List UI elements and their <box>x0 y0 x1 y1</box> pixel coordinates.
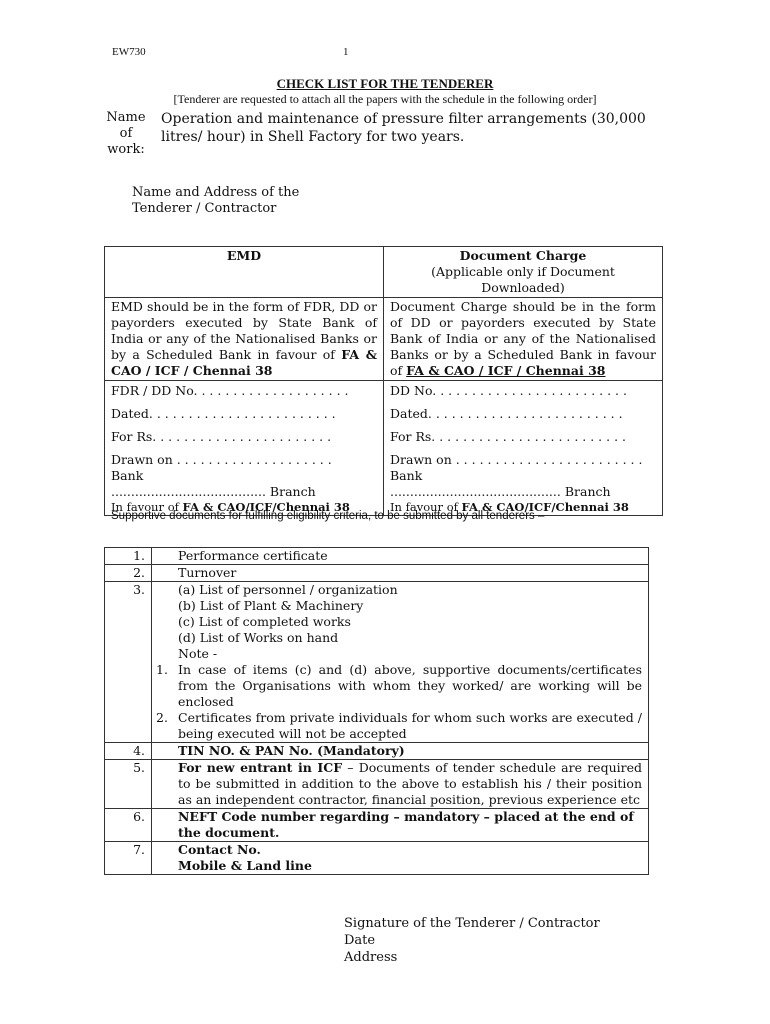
doc-drawn-on-field: Drawn on . . . . . . . . . . . . . . . . . . . . . . . . <box>390 452 643 467</box>
row-text-bold: For new entrant in ICF <box>178 760 343 775</box>
row-number: 1. <box>105 548 152 565</box>
document-charge-header-note: (Applicable only if Document Downloaded) <box>431 264 615 295</box>
row-number: 6. <box>105 809 152 842</box>
emd-payee: FA & CAO / ICF / Chennai 38 <box>111 347 378 378</box>
supportive-note: Supportive documents for fulfilling eligibility criteria, to be submitted by all tenderers – <box>111 510 545 522</box>
tenderer-label <box>132 185 299 217</box>
note-text: In case of items (c) and (d) above, supportive documents/certificates from the Organisations with whom they worked/ are working will be enclosed <box>178 662 642 709</box>
row-number: 3. <box>105 582 152 743</box>
doc-dated-field: Dated. . . . . . . . . . . . . . . . . . . . . . . . . <box>390 406 623 421</box>
signature-line: Signature of the Tenderer / Contractor <box>344 916 600 931</box>
checklist-row <box>105 565 649 582</box>
work-label-line: work: <box>107 142 145 157</box>
dd-number-field: DD No. . . . . . . . . . . . . . . . . . . . . . . . . <box>390 383 627 398</box>
row-text: TIN NO. & PAN No. (Mandatory) <box>152 743 649 760</box>
document-charge-header <box>384 247 663 298</box>
doc-branch-field: ........................................... Branch <box>390 484 611 499</box>
note-number: 2. <box>156 710 168 725</box>
emd-header: EMD <box>105 247 384 298</box>
row-text: Performance certificate <box>152 548 649 565</box>
checklist-row <box>105 582 649 743</box>
row-subitem: (a) List of personnel / organization <box>178 582 398 597</box>
work-label <box>104 110 148 158</box>
emd-terms <box>105 298 384 381</box>
document-charge-payee: FA & CAO / ICF / Chennai 38 <box>406 363 606 378</box>
note-number: 1. <box>156 662 168 677</box>
emd-table <box>104 246 663 516</box>
emd-dated-field: Dated. . . . . . . . . . . . . . . . . . . . . . . . <box>111 406 336 421</box>
row-number: 4. <box>105 743 152 760</box>
tenderer-label-line: Tenderer / Contractor <box>132 201 277 216</box>
doc-favour-prefix: In favour of <box>390 500 462 514</box>
work-label-line: Name <box>106 110 146 125</box>
checklist-row <box>105 842 649 875</box>
emd-bank-label: Bank <box>111 468 144 483</box>
row-text-body: – Documents of tender schedule are required to be submitted in addition to the above to establish his / their position as an independent contractor, financial position, previous experience etc <box>178 760 642 807</box>
page-title: CHECK LIST FOR THE TENDERER <box>276 76 494 91</box>
emd-table-terms-row <box>105 298 663 381</box>
doc-amount-field: For Rs. . . . . . . . . . . . . . . . . . . . . . . . . <box>390 429 626 444</box>
row-text: NEFT Code number regarding – mandatory – placed at the end of the document. <box>152 809 649 842</box>
row-note-label: Note - <box>178 646 218 661</box>
row-subitem: (c) List of completed works <box>178 614 351 629</box>
row-text-line: Contact No. <box>178 842 261 857</box>
row-text-line: Mobile & Land line <box>178 858 312 873</box>
document-charge-header-title: Document Charge <box>459 248 587 263</box>
note-item <box>156 662 642 710</box>
page-subtitle: [Tenderer are requested to attach all the papers with the schedule in the following order] <box>173 92 597 106</box>
doc-bank-label: Bank <box>390 468 423 483</box>
emd-branch-field: ....................................... Branch <box>111 484 316 499</box>
page-number: 1 <box>343 46 349 58</box>
emd-favour-prefix: In favour of <box>111 500 183 514</box>
checklist-row <box>105 743 649 760</box>
row-number: 2. <box>105 565 152 582</box>
row-number: 5. <box>105 760 152 809</box>
row-subitem: (d) List of Works on hand <box>178 630 339 645</box>
work-description-line: Operation and maintenance of pressure filter arrangements (30,000 <box>161 111 646 127</box>
checklist-row <box>105 809 649 842</box>
emd-table-details-row <box>105 381 663 516</box>
emd-details <box>105 381 384 516</box>
work-label-line: of <box>119 126 133 141</box>
checklist-row <box>105 548 649 565</box>
note-text: Certificates from private individuals for whom such works are executed / being executed will not be accepted <box>178 710 642 741</box>
row-text <box>152 842 649 875</box>
work-description-line: litres/ hour) in Shell Factory for two years. <box>161 129 465 145</box>
note-list <box>156 662 642 742</box>
signature-block <box>344 915 600 966</box>
row-subitem: (b) List of Plant & Machinery <box>178 598 364 613</box>
checklist-table <box>104 547 649 875</box>
row-number: 7. <box>105 842 152 875</box>
fdr-dd-number-field: FDR / DD No. . . . . . . . . . . . . . . . . . . . <box>111 383 349 398</box>
row-text <box>152 582 649 743</box>
document-charge-terms <box>384 298 663 381</box>
row-text: Turnover <box>152 565 649 582</box>
signature-address: Address <box>344 950 398 965</box>
note-item <box>156 710 642 742</box>
emd-table-header-row <box>105 247 663 298</box>
emd-favour-payee: FA & CAO/ICF/Chennai 38 <box>182 500 350 514</box>
tenderer-label-line: Name and Address of the <box>132 185 300 200</box>
document-charge-details <box>384 381 663 516</box>
work-description <box>161 110 651 146</box>
row-text <box>152 760 649 809</box>
emd-drawn-on-field: Drawn on . . . . . . . . . . . . . . . . . . . . <box>111 452 332 467</box>
document-code: EW730 <box>112 46 146 58</box>
document-charge-terms-text: Document Charge should be in the form of DD or payorders executed by State Bank of India or any of the Nationalised Banks or by a Scheduled Bank in favour of <box>390 299 656 378</box>
signature-date: Date <box>344 933 376 948</box>
emd-terms-text: EMD should be in the form of FDR, DD or payorders executed by State Bank of India or any of the Nationalised Banks or by a Scheduled Bank in favour of <box>111 299 377 362</box>
checklist-row <box>105 760 649 809</box>
emd-amount-field: For Rs. . . . . . . . . . . . . . . . . . . . . . . <box>111 429 332 444</box>
doc-favour-payee: FA & CAO/ICF/Chennai 38 <box>461 500 629 514</box>
